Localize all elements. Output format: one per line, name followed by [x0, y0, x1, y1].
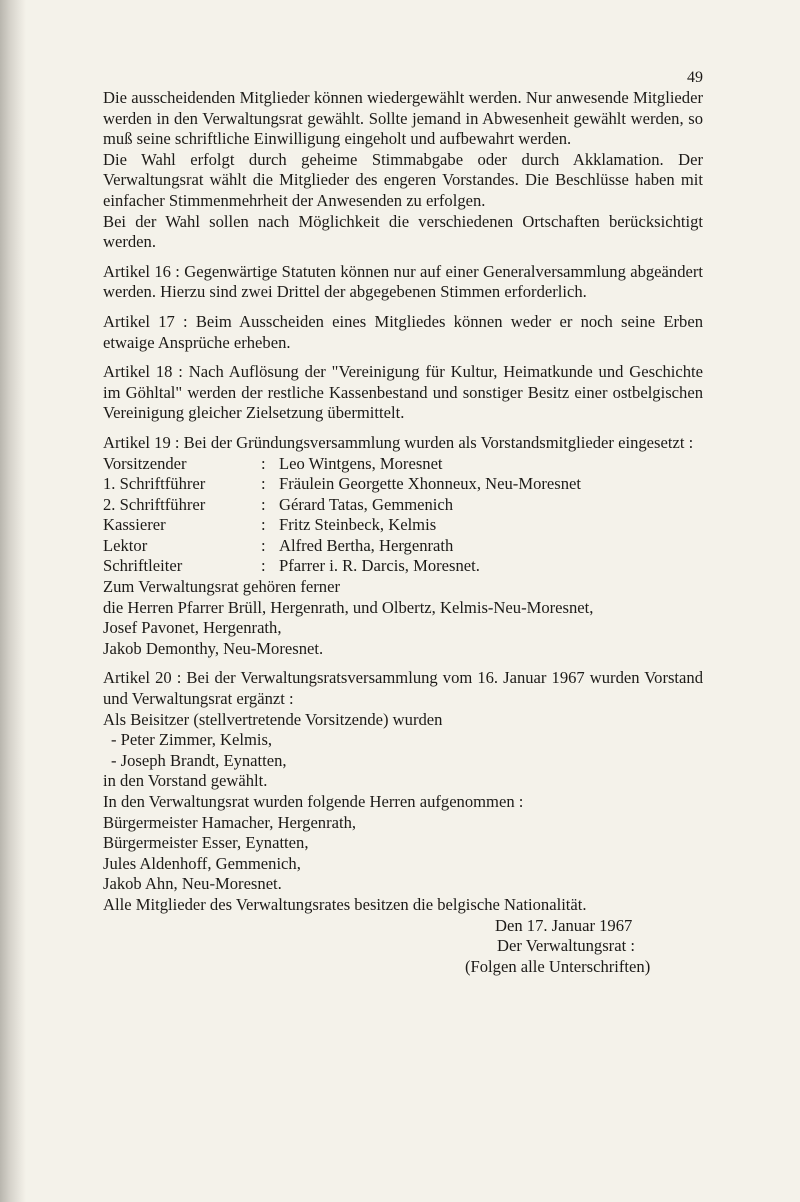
- assessor-item: - Joseph Brandt, Eynatten,: [111, 750, 287, 770]
- new-council-intro: In den Verwaltungsrat wurden folgende Herren aufgenommen :: [103, 792, 524, 811]
- article-16: Artikel 16 : Gegenwärtige Statuten können nur auf einer Generalversammlung abgeändert werden. Hierzu sind zwei Drittel der abgegebenen Stimmen erforderlich.: [103, 261, 703, 302]
- officer-sep: :: [261, 453, 266, 473]
- officer-sep: :: [261, 556, 266, 576]
- assessor-item: - Peter Zimmer, Kelmis,: [111, 730, 273, 750]
- assessors-intro: Als Beisitzer (stellvertretende Vorsitzende) wurden: [103, 709, 443, 729]
- officer-name: Fritz Steinbeck, Kelmis: [279, 515, 437, 535]
- officer-sep: :: [261, 494, 266, 514]
- council-member: Jakob Demonthy, Neu-Moresnet.: [103, 638, 324, 658]
- article-19-intro: Artikel 19 : Bei der Gründungsversammlung wurden als Vorstandsmitglieder eingesetzt :: [103, 432, 694, 452]
- article-20-intro: Artikel 20 : Bei der Verwaltungsratsversammlung vom 16. Januar 1967 wurden Vorstand und Verwaltungsrat ergänzt :: [103, 668, 703, 709]
- new-council-member: Jules Aldenhoff, Gemmenich,: [103, 853, 301, 873]
- council-member: Josef Pavonet, Hergenrath,: [103, 618, 282, 638]
- officer-name: Alfred Bertha, Hergenrath: [279, 535, 454, 555]
- assessors-outro: in den Vorstand gewählt.: [103, 771, 268, 791]
- council-line: die Herren Pfarrer Brüll, Hergenrath, und Olbertz, Kelmis-Neu-Moresnet,: [103, 597, 594, 617]
- new-council-member: Bürgermeister Hamacher, Hergenrath,: [103, 812, 357, 832]
- paragraph-election-1: Die ausscheidenden Mitglieder können wiedergewählt werden. Nur anwesende Mitglieder werden in den Verwaltungsrat gewählt. Sollte jemand in Abwesenheit gewählt werden, so muß seine schriftliche Einwilligung eingeholt und aufbewahrt werden.: [103, 88, 703, 149]
- officer-role: 2. Schriftführer: [103, 494, 206, 514]
- officer-role: Lektor: [103, 535, 148, 555]
- new-council-member: Bürgermeister Esser, Eynatten,: [103, 833, 309, 853]
- officers-list: [103, 454, 703, 578]
- officer-sep: :: [261, 515, 266, 535]
- signature-note: (Folgen alle Unterschriften): [465, 956, 651, 976]
- officer-role: 1. Schriftführer: [103, 474, 206, 494]
- officer-role: Vorsitzender: [103, 453, 187, 473]
- signature-body: Der Verwaltungsrat :: [497, 936, 635, 956]
- officer-name: Gérard Tatas, Gemmenich: [279, 494, 454, 514]
- officer-role: Schriftleiter: [103, 556, 183, 576]
- page-number: 49: [687, 69, 703, 86]
- article-17: Artikel 17 : Beim Ausscheiden eines Mitgliedes können weder er noch seine Erben etwaige Ansprüche erheben.: [103, 311, 703, 352]
- article-18: Artikel 18 : Nach Auflösung der "Vereinigung für Kultur, Heimatkunde und Geschichte im Göhltal" werden der restliche Kassenbestand und sonstiger Besitz einer ostbelgischen Vereinigung gleicher Zielsetzung übermittelt.: [103, 362, 703, 423]
- officer-name: Pfarrer i. R. Darcis, Moresnet.: [279, 556, 480, 576]
- officer-sep: :: [261, 535, 266, 555]
- officer-role: Kassierer: [103, 515, 166, 535]
- new-council-member: Jakob Ahn, Neu-Moresnet.: [103, 874, 282, 894]
- nationality-statement: Alle Mitglieder des Verwaltungsrates besitzen die belgische Nationalität.: [103, 894, 587, 914]
- signature-block: [465, 915, 703, 978]
- paragraph-election-3: Bei der Wahl sollen nach Möglichkeit die verschiedenen Ortschaften berücksichtigt werden.: [103, 211, 703, 252]
- signature-date: Den 17. Januar 1967: [495, 915, 633, 935]
- paragraph-election-2: Die Wahl erfolgt durch geheime Stimmabgabe oder durch Akklamation. Der Verwaltungsrat wählt die Mitglieder des engeren Vorstandes. Die Beschlüsse haben mit einfacher Stimmenmehrheit der Anwesenden zu erfolgen.: [103, 149, 703, 210]
- officer-sep: :: [261, 474, 266, 494]
- document-page: [103, 68, 703, 977]
- book-spine-shadow: [0, 0, 26, 1202]
- officer-name: Fräulein Georgette Xhonneux, Neu-Moresnet: [279, 474, 581, 494]
- officer-name: Leo Wintgens, Moresnet: [279, 453, 443, 473]
- council-intro: Zum Verwaltungsrat gehören ferner: [103, 577, 340, 597]
